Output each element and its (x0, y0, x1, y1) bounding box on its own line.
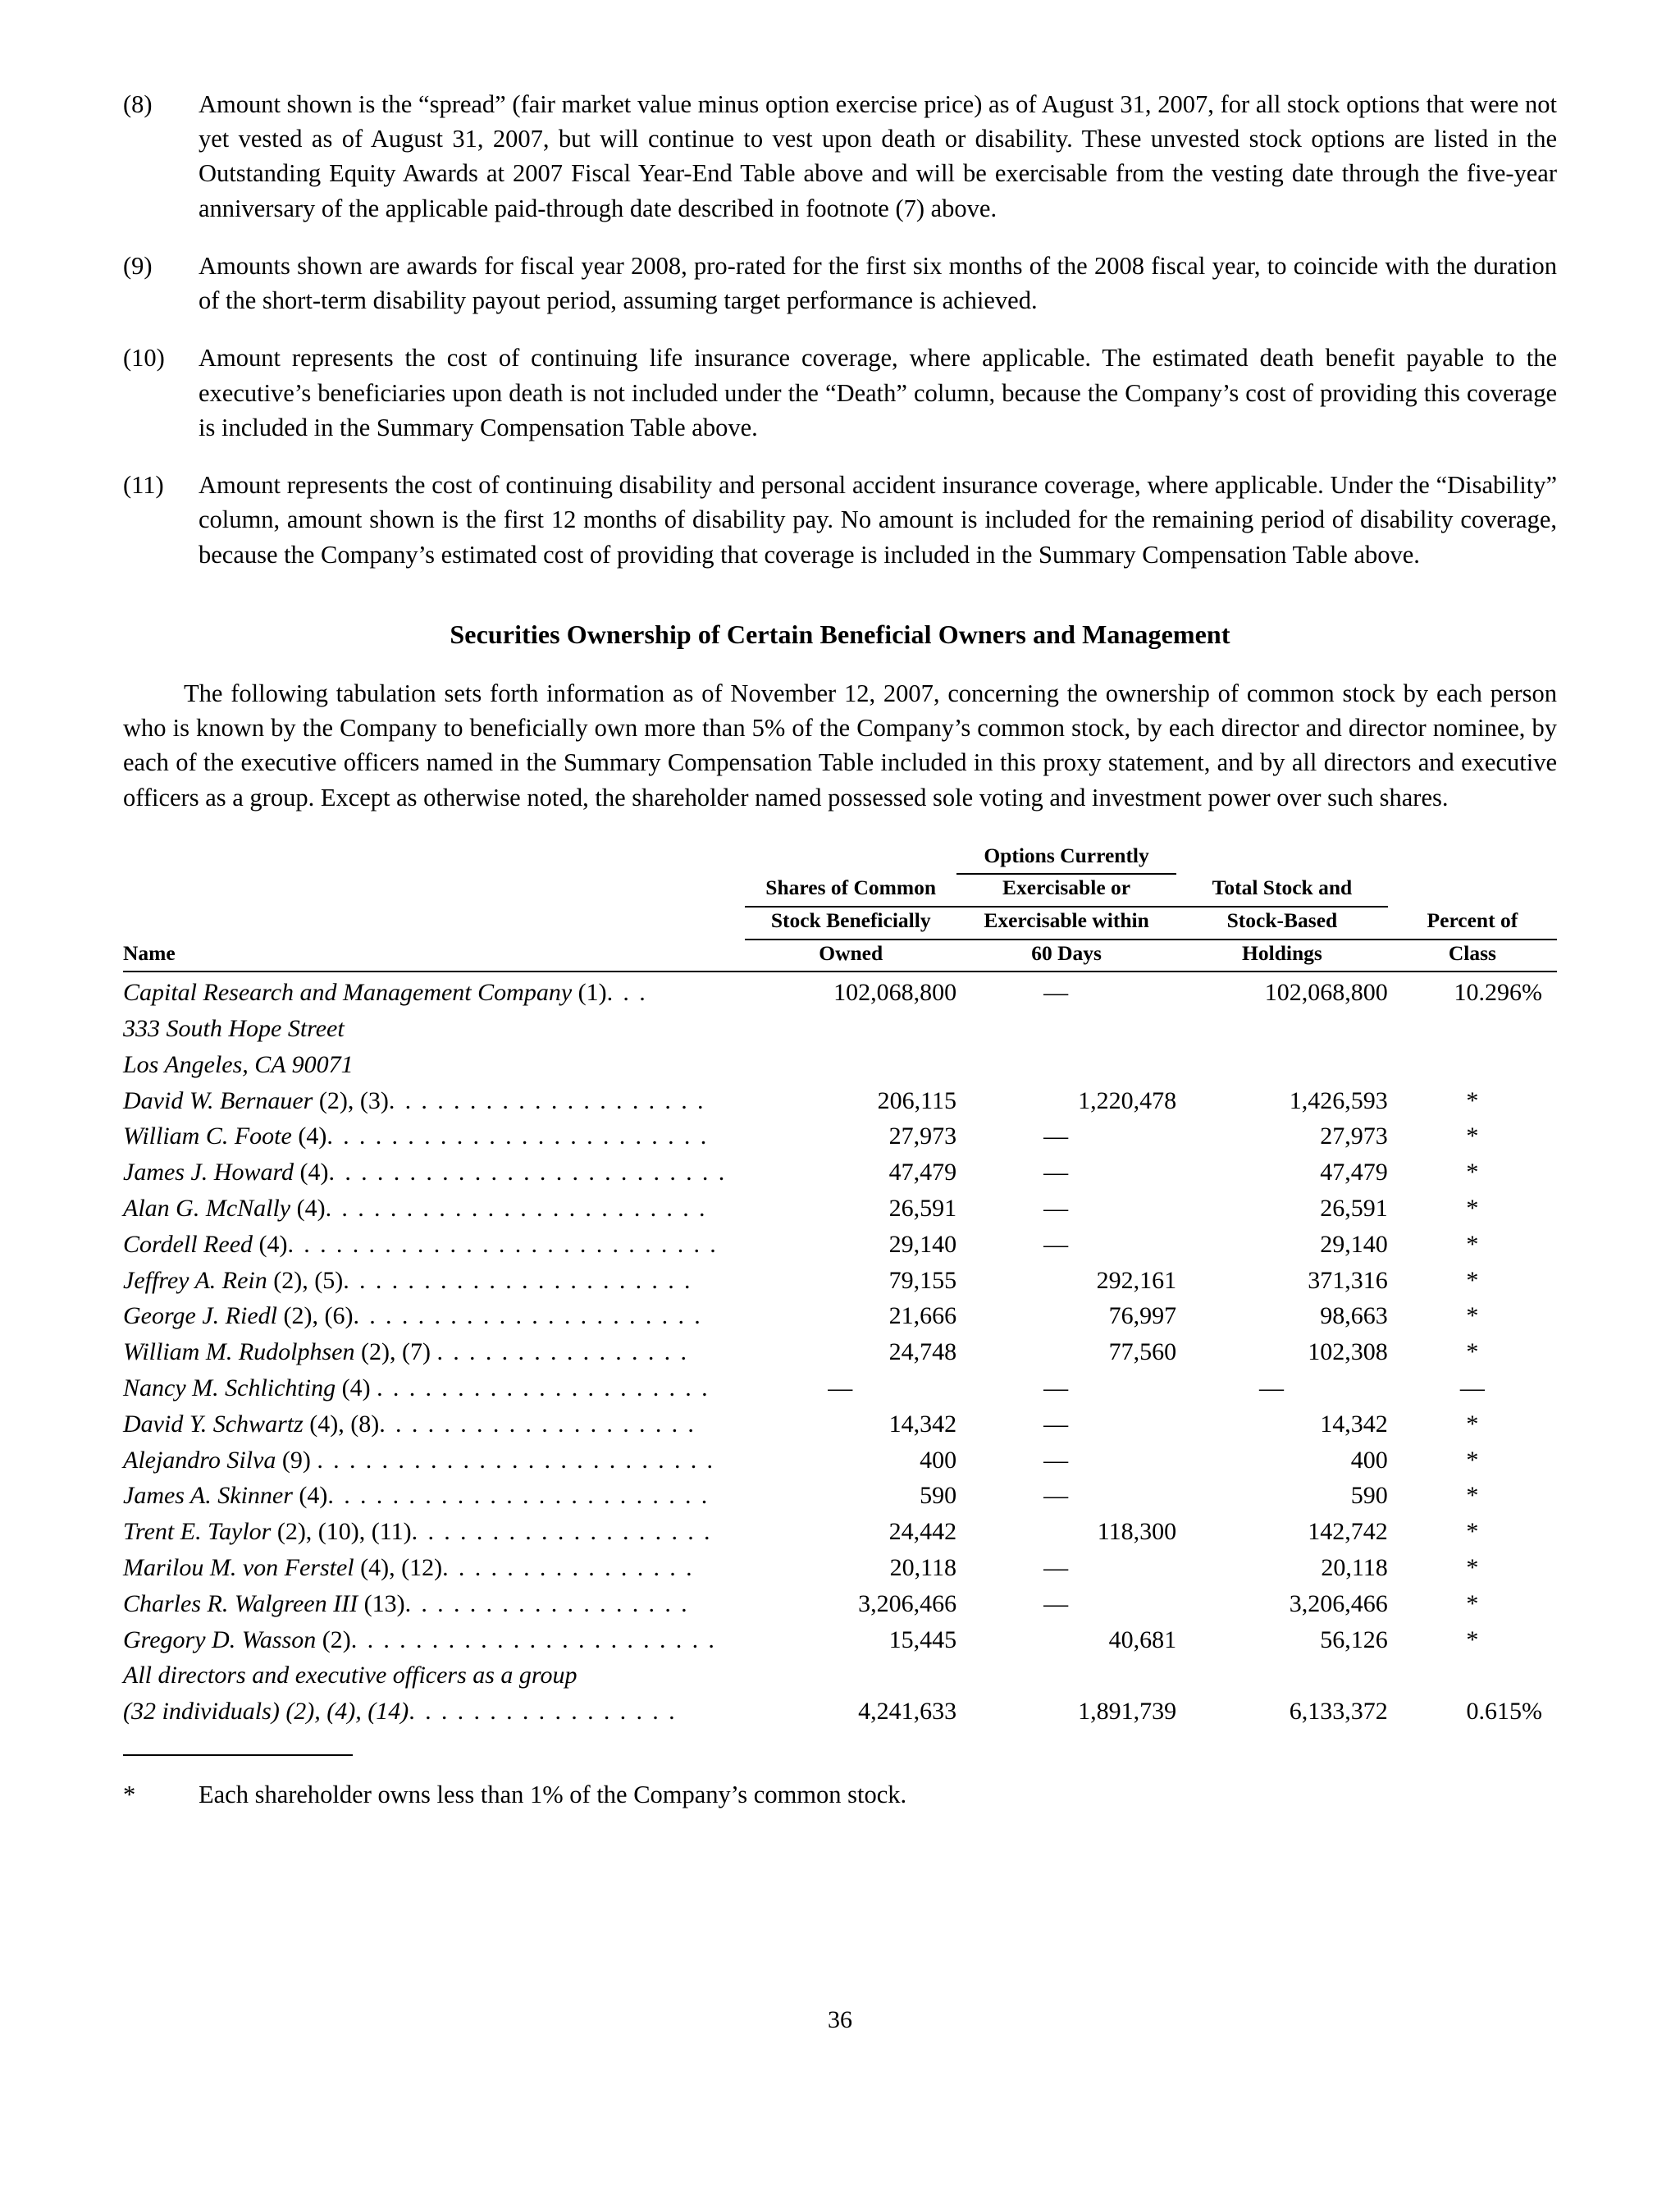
percent-of-class-value: * (1466, 1194, 1479, 1222)
total-holdings-value: 98,663 (1320, 1302, 1388, 1330)
asterisk-marker: * (123, 1780, 136, 1808)
dot-leader: . . . . . . . . . . . . . . . . . . . . . . . . (325, 1194, 707, 1222)
column-header-shares-line2: Stock Beneficially (745, 908, 956, 940)
footnote-item (123, 249, 1557, 318)
percent-of-class-value: * (1466, 1266, 1479, 1294)
table-row-group-heading (123, 1657, 1557, 1694)
shares-owned-value: 21,666 (888, 1302, 957, 1330)
footnote-marker: (8) (123, 90, 153, 118)
percent-of-class-value: * (1466, 1122, 1479, 1150)
options-exercisable-value: — (1043, 1374, 1069, 1401)
table-row (123, 1622, 1557, 1658)
options-exercisable-value: 1,220,478 (1078, 1086, 1177, 1114)
row-name-cell (123, 1478, 745, 1514)
column-header-name-label: Name (123, 940, 745, 973)
table-row (123, 1442, 1557, 1479)
row-name-cell (123, 975, 745, 1011)
table-row (123, 1370, 1557, 1406)
footnote-text: Amount represents the cost of continuing life insurance coverage, where applicable. The estimated death benefit payable to the executive’s beneficiaries upon death is not included under the “Death” column, because the Company’s cost of providing this coverage is included in the Summary Compensation Table above. (199, 344, 1557, 441)
column-header-total-line3: Holdings (1176, 940, 1388, 973)
holder-address-line1: 333 South Hope Street (123, 1014, 345, 1042)
group-heading-label: All directors and executive officers as a group (123, 1662, 578, 1689)
column-header-options-line3: Exercisable within (956, 908, 1176, 940)
total-holdings-value: 26,591 (1320, 1194, 1388, 1222)
percent-of-class-value: * (1466, 1230, 1479, 1258)
table-row-group-total (123, 1694, 1557, 1730)
total-holdings-value: 3,206,466 (1289, 1589, 1388, 1617)
dot-leader: . . . . . . . . . . . . . . . . . . . . . . (343, 1266, 692, 1294)
total-holdings-value: 102,308 (1308, 1338, 1388, 1366)
total-holdings-value: 47,479 (1320, 1159, 1388, 1186)
shares-owned-value: 79,155 (888, 1266, 957, 1294)
footnote-refs: (2), (3) (318, 1086, 389, 1114)
holder-address-line2: Los Angeles, CA 90071 (123, 1050, 354, 1078)
empty-cell (1176, 1047, 1388, 1083)
percent-of-class-value: * (1466, 1446, 1479, 1474)
row-name-cell (123, 1263, 745, 1299)
group-options-exercisable-value: 1,891,739 (1078, 1698, 1177, 1726)
footnote-item (123, 341, 1557, 445)
table-row (123, 1154, 1557, 1191)
options-exercisable-value: 76,997 (1108, 1302, 1177, 1330)
shares-owned-value: 14,342 (888, 1410, 957, 1438)
options-exercisable-value: — (1043, 1446, 1069, 1474)
footnote-text: Amount represents the cost of continuing disability and personal accident insurance coverage, where applicable. Under the “Disability” column, amount shown is the first 12 months of disability pay. No amount is included for the remaining period of disability coverage, because the Company’s estimated cost of providing that coverage is included in the Summary Compensation Table above. (199, 471, 1557, 569)
dot-leader: . . . . . . . . . . . . . . . . . . . . . . . . (327, 1482, 710, 1510)
shares-owned-value: 27,973 (888, 1122, 957, 1150)
table-row (123, 1227, 1557, 1263)
dot-leader: . . . . . . . . . . . . . . . . . (409, 1698, 677, 1726)
table-row (123, 1478, 1557, 1514)
ownership-table (123, 843, 1557, 1730)
empty-cell (1176, 1657, 1388, 1694)
holder-name: William C. Foote (123, 1122, 292, 1150)
shares-owned-value: 24,442 (888, 1518, 957, 1546)
holder-name: James J. Howard (123, 1159, 294, 1186)
footnote-marker: (10) (123, 344, 165, 373)
holder-name: William M. Rudolphsen (123, 1338, 355, 1366)
percent-of-class-value: * (1466, 1482, 1479, 1510)
dot-leader: . . . (606, 979, 648, 1007)
holder-name: Capital Research and Management Company (123, 979, 573, 1007)
column-header-percent-line2: Class (1388, 940, 1557, 973)
empty-cell (956, 1011, 1176, 1047)
table-row (123, 1586, 1557, 1622)
shares-owned-value: 26,591 (888, 1194, 957, 1222)
footnote-refs: (4) (258, 1230, 288, 1258)
group-individuals-label: (32 individuals) (123, 1698, 280, 1726)
column-header-options-line4: 60 Days (956, 940, 1176, 973)
footnote-refs: (4) (299, 1482, 328, 1510)
table-row-address (123, 1011, 1557, 1047)
options-exercisable-value: 118,300 (1097, 1518, 1177, 1546)
options-exercisable-value: 77,560 (1108, 1338, 1177, 1366)
row-name-cell (123, 1334, 745, 1370)
shares-owned-value: 47,479 (888, 1159, 957, 1186)
shares-owned-value: 206,115 (877, 1086, 957, 1114)
table-row (123, 1514, 1557, 1550)
options-exercisable-value: 292,161 (1096, 1266, 1177, 1294)
total-holdings-value: 371,316 (1308, 1266, 1388, 1294)
row-name-cell (123, 1442, 745, 1479)
asterisk-footnote-text: Each shareholder owns less than 1% of the Company’s common stock. (199, 1780, 907, 1808)
percent-of-class-value: * (1466, 1553, 1479, 1581)
footnote-separator-rule (123, 1754, 353, 1756)
empty-cell (1176, 1011, 1388, 1047)
group-subline-cell (123, 1694, 745, 1730)
empty-cell (745, 1011, 956, 1047)
shares-owned-value: 102,068,800 (833, 979, 957, 1007)
percent-of-class-value: * (1466, 1589, 1479, 1617)
percent-of-class-value: * (1466, 1159, 1479, 1186)
table-row (123, 1298, 1557, 1334)
table-row (123, 1334, 1557, 1370)
row-name-cell (123, 1118, 745, 1154)
column-header-shares (745, 843, 956, 975)
empty-cell (1388, 1047, 1557, 1083)
footnote-marker: (11) (123, 471, 164, 500)
column-header-options-line1: Options Currently (956, 843, 1176, 876)
table-row (123, 1263, 1557, 1299)
shares-owned-value: 15,445 (888, 1625, 957, 1653)
footnote-refs: (1) (578, 979, 607, 1007)
row-name-cell (123, 1298, 745, 1334)
footnote-refs: (4), (12) (360, 1553, 443, 1581)
group-total-holdings-value: 6,133,372 (1289, 1698, 1388, 1726)
footnote-refs: (13) (363, 1589, 405, 1617)
shares-owned-value: 24,748 (888, 1338, 957, 1366)
holder-name: Marilou M. von Ferstel (123, 1553, 354, 1581)
column-header-shares-line1: Shares of Common (745, 875, 956, 908)
empty-cell (745, 1657, 956, 1694)
holder-name: Cordell Reed (123, 1230, 253, 1258)
empty-cell (1388, 1657, 1557, 1694)
group-percent-of-class-value: 0.615% (1466, 1698, 1542, 1726)
percent-of-class-value: * (1466, 1518, 1479, 1546)
total-holdings-value: 142,742 (1308, 1518, 1388, 1546)
holder-name: Trent E. Taylor (123, 1518, 272, 1546)
dot-leader: . . . . . . . . . . . . . . . . . . . . . (377, 1374, 710, 1401)
percent-of-class-value: * (1466, 1338, 1479, 1366)
options-exercisable-value: — (1043, 1122, 1069, 1150)
holder-name: George J. Riedl (123, 1302, 277, 1330)
empty-cell (956, 1657, 1176, 1694)
total-holdings-value: 590 (1350, 1482, 1388, 1510)
percent-of-class-value: * (1466, 1302, 1479, 1330)
footnote-marker: (9) (123, 251, 153, 280)
total-holdings-value: 14,342 (1320, 1410, 1388, 1438)
percent-of-class-value: * (1466, 1410, 1479, 1438)
options-exercisable-value: 40,681 (1108, 1625, 1177, 1653)
dot-leader: . . . . . . . . . . . . . . . . . . . (411, 1518, 712, 1546)
column-header-percent (1388, 843, 1557, 975)
table-row (123, 1550, 1557, 1586)
footnote-refs: (2), (6) (283, 1302, 354, 1330)
row-name-cell (123, 1370, 745, 1406)
row-name-cell (123, 1154, 745, 1191)
footnote-refs: (4) (341, 1374, 371, 1401)
footnote-refs: (9) (281, 1446, 311, 1474)
total-holdings-value: — (1258, 1374, 1284, 1401)
column-header-name (123, 843, 745, 975)
shares-owned-value: 3,206,466 (858, 1589, 957, 1617)
options-exercisable-value: — (1043, 1589, 1069, 1617)
table-body (123, 975, 1557, 1730)
dot-leader: . . . . . . . . . . . . . . . . . . . . . . . . . (317, 1446, 715, 1474)
options-exercisable-value: — (1043, 1194, 1069, 1222)
column-header-percent-line1: Percent of (1388, 908, 1557, 940)
section-heading: Securities Ownership of Certain Beneficial Owners and Management (450, 619, 1230, 649)
shares-owned-value: 400 (920, 1446, 957, 1474)
column-header-total-line1: Total Stock and (1176, 875, 1388, 908)
dot-leader: . . . . . . . . . . . . . . . . (436, 1338, 689, 1366)
footnote-refs: (2), (4), (14) (285, 1698, 409, 1726)
holder-name: David Y. Schwartz (123, 1410, 304, 1438)
footnote-refs: (4) (299, 1159, 329, 1186)
dot-leader: . . . . . . . . . . . . . . . . . . . . . . (353, 1302, 703, 1330)
percent-of-class-value: — (1459, 1374, 1485, 1401)
total-holdings-value: 1,426,593 (1289, 1086, 1388, 1114)
total-holdings-value: 27,973 (1320, 1122, 1388, 1150)
options-exercisable-value: — (1043, 1553, 1069, 1581)
footnote-refs: (4) (298, 1122, 327, 1150)
table-header (123, 843, 1557, 975)
table-row-address (123, 1047, 1557, 1083)
total-holdings-value: 400 (1350, 1446, 1388, 1474)
empty-cell (956, 1047, 1176, 1083)
row-name-cell (123, 1586, 745, 1622)
row-name-cell (123, 1514, 745, 1550)
row-name-cell (123, 1083, 745, 1119)
table-header-row (123, 843, 1557, 975)
empty-cell (745, 1047, 956, 1083)
footnote-item (123, 468, 1557, 572)
footnote-refs: (2) (322, 1625, 351, 1653)
percent-of-class-value: 10.296% (1454, 979, 1542, 1007)
total-holdings-value: 102,068,800 (1264, 979, 1388, 1007)
asterisk-footnote (123, 1777, 1557, 1812)
footnote-refs: (2), (5) (273, 1266, 344, 1294)
page-content (123, 87, 1557, 1812)
shares-owned-value: — (828, 1374, 853, 1401)
options-exercisable-value: — (1043, 1482, 1069, 1510)
total-holdings-value: 29,140 (1320, 1230, 1388, 1258)
empty-cell (1388, 1011, 1557, 1047)
percent-of-class-value: * (1466, 1625, 1479, 1653)
shares-owned-value: 29,140 (888, 1230, 957, 1258)
column-header-total (1176, 843, 1388, 975)
holder-name: Gregory D. Wasson (123, 1625, 317, 1653)
footnote-refs: (2), (10), (11) (276, 1518, 412, 1546)
holder-name: Alan G. McNally (123, 1194, 291, 1222)
holder-name: Jeffrey A. Rein (123, 1266, 267, 1294)
dot-leader: . . . . . . . . . . . . . . . . . . . . . . . . . (328, 1159, 727, 1186)
footnote-text: Amounts shown are awards for fiscal year 2008, pro-rated for the first six months of the 2008 fiscal year, to coincide with the duration of the short-term disability payout period, assuming target performance is achieved. (199, 251, 1557, 315)
column-header-options-line2: Exercisable or (956, 875, 1176, 908)
row-name-cell (123, 1191, 745, 1227)
footnote-refs: (4) (296, 1194, 326, 1222)
holder-name: Nancy M. Schlichting (123, 1374, 336, 1401)
row-name-cell (123, 1406, 745, 1442)
holder-name: Alejandro Silva (123, 1446, 276, 1474)
options-exercisable-value: — (1043, 979, 1069, 1007)
dot-leader: . . . . . . . . . . . . . . . . . . . . . . . (350, 1625, 717, 1653)
holder-name: James A. Skinner (123, 1482, 293, 1510)
options-exercisable-value: — (1043, 1410, 1069, 1438)
dot-leader: . . . . . . . . . . . . . . . . . . (404, 1589, 690, 1617)
page-number: 36 (828, 2006, 852, 2033)
table-row (123, 975, 1557, 1011)
shares-owned-value: 20,118 (889, 1553, 957, 1581)
section-intro-paragraph: The following tabulation sets forth information as of November 12, 2007, concerning the ownership of common stock by each person who is known by the Company to beneficially own more than 5% of the Company’s common stock, by each director and director nominee, by each of the executive officers named in the Summary Compensation Table included in this proxy statement, and by all directors and executive officers as a group. Except as otherwise noted, the shareholder named possessed sole voting and investment power over such shares. (123, 679, 1557, 812)
row-name-cell (123, 1622, 745, 1658)
footnote-refs: (4), (8) (309, 1410, 380, 1438)
row-name-cell (123, 1227, 745, 1263)
total-holdings-value: 20,118 (1321, 1553, 1388, 1581)
dot-leader: . . . . . . . . . . . . . . . . (442, 1553, 694, 1581)
table-row (123, 1406, 1557, 1442)
options-exercisable-value: — (1043, 1230, 1069, 1258)
dot-leader: . . . . . . . . . . . . . . . . . . . . (379, 1410, 696, 1438)
percent-of-class-value: * (1466, 1086, 1479, 1114)
total-holdings-value: 56,126 (1320, 1625, 1388, 1653)
options-exercisable-value: — (1043, 1159, 1069, 1186)
holder-name: Charles R. Walgreen III (123, 1589, 358, 1617)
dot-leader: . . . . . . . . . . . . . . . . . . . . . . . . . . . (287, 1230, 719, 1258)
shares-owned-value: 590 (920, 1482, 957, 1510)
dot-leader: . . . . . . . . . . . . . . . . . . . . (388, 1086, 705, 1114)
table-row (123, 1191, 1557, 1227)
column-header-options (956, 843, 1176, 975)
footnote-list (123, 87, 1557, 572)
footnote-refs: (2), (7) (360, 1338, 431, 1366)
footnote-text: Amount shown is the “spread” (fair market value minus option exercise price) as of August 31, 2007, for all stock options that were not yet vested as of August 31, 2007, but will continue to vest upon death or disability. These unvested stock options are listed in the Outstanding Equity Awards at 2007 Fiscal Year-End Table above and will be exercisable from the vesting date through the five-year anniversary of the applicable paid-through date described in footnote (7) above. (199, 90, 1557, 222)
footnote-item (123, 87, 1557, 226)
table-row (123, 1118, 1557, 1154)
column-header-total-line2: Stock-Based (1176, 908, 1388, 940)
table-row (123, 1083, 1557, 1119)
row-name-cell (123, 1550, 745, 1586)
holder-name: David W. Bernauer (123, 1086, 313, 1114)
group-shares-owned-value: 4,241,633 (858, 1698, 957, 1726)
column-header-shares-line3: Owned (745, 940, 956, 973)
dot-leader: . . . . . . . . . . . . . . . . . . . . . . . . (326, 1122, 709, 1150)
